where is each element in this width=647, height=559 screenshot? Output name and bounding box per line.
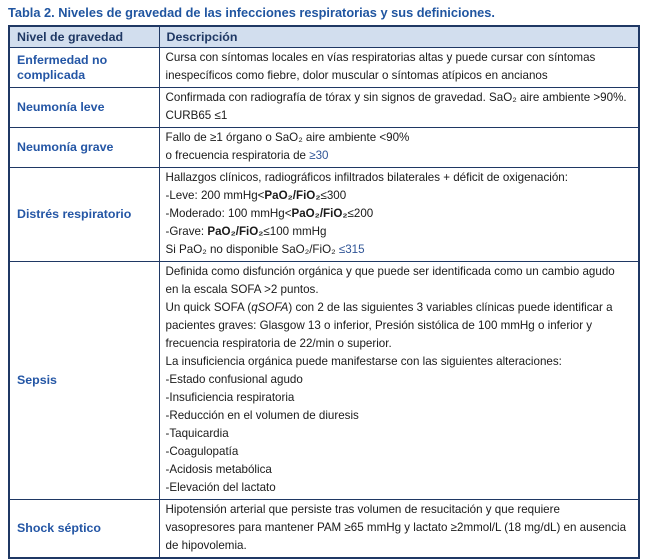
severity-level-cell: Shock séptico	[9, 500, 159, 559]
severity-table-body	[9, 48, 639, 559]
text-line	[166, 299, 631, 353]
text-line	[166, 407, 631, 425]
text-segment: Hipotensión arterial que persiste tras volumen de resucitación y que requiere vasopresores para mantener PAM ≥65 mmHg y lactato ≥2mmol/L (18 mg/dL) en ausencia de hipovolemia.	[165, 503, 627, 552]
description-cell	[159, 168, 639, 262]
column-header-level: Nivel de gravedad	[9, 26, 159, 48]
table-row	[9, 88, 639, 128]
text-segment: PaO₂/FiO₂	[207, 225, 264, 238]
severity-level-cell: Neumonía leve	[9, 88, 159, 128]
text-line	[166, 371, 631, 389]
text-segment: Fallo de ≥1 órgano o SaO₂ aire ambiente <90%	[165, 131, 410, 144]
severity-level-cell: Sepsis	[9, 262, 159, 500]
text-segment: -Insuficiencia respiratoria	[165, 391, 295, 404]
text-line	[166, 353, 631, 371]
description-cell	[159, 88, 639, 128]
text-line	[166, 169, 631, 187]
text-segment: o frecuencia respiratoria de	[165, 149, 310, 162]
text-segment: Si PaO₂ no disponible SaO₂/FiO₂	[165, 243, 339, 256]
text-segment: -Moderado: 100 mmHg<	[165, 207, 292, 220]
severity-level-cell: Distrés respiratorio	[9, 168, 159, 262]
text-segment: Un quick SOFA (	[165, 301, 252, 314]
text-segment: ≥30	[309, 149, 329, 162]
table-row	[9, 500, 639, 559]
text-segment: -Reducción en el volumen de diuresis	[165, 409, 359, 422]
text-segment: -Coagulopatía	[165, 445, 239, 458]
text-segment: PaO₂/FiO₂	[264, 189, 321, 202]
description-cell	[159, 48, 639, 88]
table-row	[9, 128, 639, 168]
text-segment: -Leve: 200 mmHg<	[165, 189, 265, 202]
table-header-row	[9, 26, 639, 48]
text-segment: Definida como disfunción orgánica y que puede ser identificada como un cambio agudo en la escala SOFA >2 puntos.	[165, 265, 615, 296]
text-segment: -Elevación del lactato	[165, 481, 276, 494]
text-line	[166, 147, 631, 165]
table-row	[9, 262, 639, 500]
text-line	[166, 89, 631, 125]
text-line	[166, 223, 631, 241]
text-segment: -Acidosis metabólica	[165, 463, 272, 476]
text-line	[166, 129, 631, 147]
table-row	[9, 168, 639, 262]
text-line	[166, 479, 631, 497]
text-line	[166, 389, 631, 407]
text-segment: La insuficiencia orgánica puede manifestarse con las siguientes alteraciones:	[165, 355, 562, 368]
description-cell	[159, 128, 639, 168]
text-segment: PaO₂/FiO₂	[291, 207, 348, 220]
text-line	[166, 425, 631, 443]
text-segment: -Estado confusional agudo	[165, 373, 303, 386]
text-line	[166, 461, 631, 479]
text-segment: ≤200	[347, 207, 374, 220]
text-line	[166, 443, 631, 461]
severity-level-cell: Enfermedad no complicada	[9, 48, 159, 88]
text-segment: ) con 2 de las siguientes 3 variables clínicas puede identificar a pacientes graves: Glasgow 13 o inferior, Presión sistólica de 100 mmHg o inferior y frecuencia respiratoria de 22/min o superior.	[165, 301, 613, 350]
column-header-description: Descripción	[159, 26, 639, 48]
text-segment: ≤315	[338, 243, 365, 256]
text-segment: Cursa con síntomas locales en vías respiratorias altas y puede cursar con síntomas inespecíficos como fiebre, dolor muscular o síntomas atípicos en ancianos	[165, 51, 596, 82]
text-segment: -Taquicardia	[165, 427, 229, 440]
text-segment: ≤100 mmHg	[263, 225, 327, 238]
text-line	[166, 263, 631, 299]
text-segment: -Grave:	[165, 225, 208, 238]
severity-table	[8, 25, 640, 559]
text-segment: Hallazgos clínicos, radiográficos infiltrados bilaterales + déficit de oxigenación:	[165, 171, 568, 184]
text-line	[166, 241, 631, 259]
text-line	[166, 187, 631, 205]
table-title: Tabla 2. Niveles de gravedad de las infecciones respiratorias y sus definiciones.	[8, 5, 495, 20]
text-line	[166, 205, 631, 223]
description-cell	[159, 262, 639, 500]
text-segment: ≤300	[320, 189, 347, 202]
text-line	[166, 49, 631, 85]
severity-level-cell: Neumonía grave	[9, 128, 159, 168]
description-cell	[159, 500, 639, 559]
text-segment: qSOFA	[251, 301, 289, 314]
table-row	[9, 48, 639, 88]
text-segment: Confirmada con radiografía de tórax y sin signos de gravedad. SaO₂ aire ambiente >90%. CURB65 ≤1	[165, 91, 627, 122]
text-line	[166, 501, 631, 555]
